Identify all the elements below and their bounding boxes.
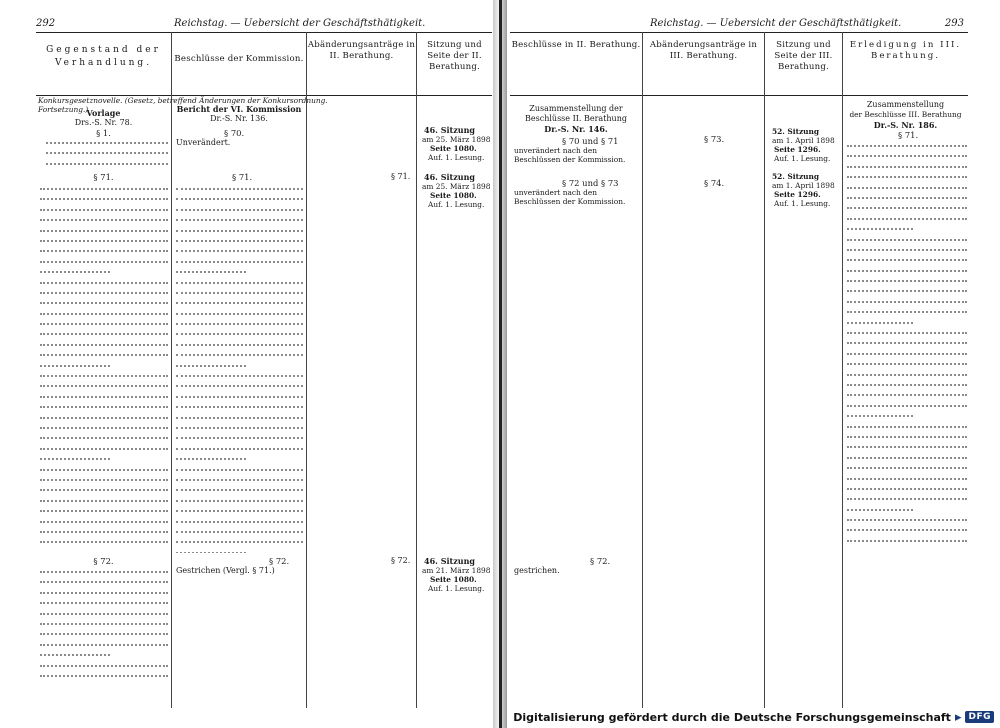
- illegible-text-line: [847, 483, 967, 490]
- sitzung-b-note: Auf. 1. Lesung.: [774, 199, 831, 208]
- illegible-text-line: [40, 287, 168, 294]
- vorlage-ref: Drs.-S. Nr. 78.: [74, 118, 133, 127]
- column-header-sitzung: Sitzung und Seite der II. Berathung.: [427, 40, 482, 72]
- kommission-para-71: § 71.: [232, 172, 253, 182]
- illegible-text-line: [40, 566, 168, 573]
- illegible-text-line: [40, 245, 168, 252]
- gestrichen-label-right: gestrichen.: [514, 566, 560, 575]
- illegible-text-line: [40, 639, 168, 646]
- illegible-text-line: [176, 297, 303, 304]
- header-top-rule: [36, 32, 492, 33]
- illegible-text-line: [176, 464, 303, 471]
- illegible-text-line: [847, 254, 967, 261]
- illegible-text-line: [40, 432, 168, 439]
- erledigung-sub: der Beschlüsse III. Berathung: [849, 110, 962, 119]
- sitzung-2-date: am 25. März 1898: [422, 182, 491, 191]
- illegible-text-line: [40, 495, 168, 502]
- illegible-text-line: [847, 296, 967, 303]
- illegible-text-line: [40, 328, 168, 335]
- sitzung-3-title: 46. Sitzung: [424, 556, 475, 566]
- illegible-text-line: [46, 158, 168, 165]
- illegible-text-line: [40, 597, 168, 604]
- illegible-text-line: [40, 608, 168, 615]
- header-top-rule: [510, 32, 968, 33]
- paragraph-1-text: [46, 137, 168, 172]
- illegible-text-line: [847, 275, 967, 282]
- illegible-text-line: [847, 389, 967, 396]
- illegible-text-line: [176, 474, 303, 481]
- illegible-text-line: [847, 150, 967, 157]
- sitzung-b-seite: Seite 1296.: [774, 190, 821, 199]
- illegible-text-line: [176, 547, 246, 553]
- illegible-text-line: [40, 464, 168, 471]
- sitzung-3-date: am 21. März 1898: [422, 566, 491, 575]
- illegible-text-line: [176, 183, 303, 190]
- header-bottom-rule: [510, 95, 968, 96]
- left-running-head: [36, 18, 492, 32]
- illegible-text-line: [176, 443, 303, 450]
- erledigung-ref: Dr.-S. Nr. 186.: [873, 120, 938, 130]
- illegible-text-line: [847, 524, 967, 531]
- illegible-text-line: [176, 214, 303, 221]
- illegible-text-line: [40, 670, 168, 677]
- illegible-text-line: [40, 412, 168, 419]
- illegible-text-line: [847, 400, 967, 407]
- illegible-text-line: [176, 245, 303, 252]
- amend-para-73: § 73.: [704, 134, 725, 144]
- illegible-text-line: [40, 422, 168, 429]
- illegible-text-line: [46, 147, 168, 154]
- illegible-text-line: [176, 308, 303, 315]
- zusammenstellung-title: Zusammenstellung der Beschlüsse II. Berathung: [525, 104, 627, 124]
- column-header-erledigung: Erledigung in III. Berathung.: [849, 40, 962, 61]
- illegible-text-line: [176, 235, 303, 242]
- illegible-text-line: [40, 235, 168, 242]
- illegible-text-line: [40, 277, 168, 284]
- illegible-text-line: [176, 380, 303, 387]
- illegible-text-line: [40, 453, 110, 460]
- illegible-text-line: [40, 183, 168, 190]
- illegible-text-line: [847, 431, 967, 438]
- illegible-text-line: [176, 266, 246, 273]
- sitzung-a-note: Auf. 1. Lesung.: [774, 154, 831, 163]
- illegible-text-line: [847, 337, 967, 344]
- illegible-text-line: [176, 349, 303, 356]
- right-running-head: [510, 18, 968, 32]
- kommission-para-72: § 72.: [269, 556, 290, 566]
- illegible-text-line: [40, 649, 110, 656]
- illegible-text-line: [847, 317, 913, 324]
- illegible-text-line: [40, 516, 168, 523]
- illegible-text-line: [176, 318, 303, 325]
- illegible-text-line: [40, 576, 168, 583]
- illegible-text-line: [847, 244, 967, 251]
- illegible-text-line: [40, 526, 168, 533]
- right-running-head-text: Reichstag. — Uebersicht der Geschäftsthätigkeit.: [650, 18, 902, 29]
- dfg-arrow-icon: ▸: [954, 709, 962, 725]
- right-page: [510, 0, 968, 712]
- illegible-text-line: [847, 182, 967, 189]
- illegible-text-line: [176, 328, 303, 335]
- sitzung-2-seite: Seite 1080.: [430, 191, 477, 200]
- beschluss-para-72b: § 72.: [590, 556, 611, 566]
- illegible-text-line: [847, 171, 967, 178]
- illegible-text-line: [847, 265, 967, 272]
- column-divider: [764, 32, 765, 708]
- illegible-text-line: [176, 536, 303, 543]
- sitzung-3-note: Auf. 1. Lesung.: [428, 584, 485, 593]
- gutter-fold: [499, 0, 502, 728]
- illegible-text-line: [40, 360, 110, 367]
- illegible-text-line: [176, 204, 303, 211]
- illegible-text-line: [176, 422, 303, 429]
- illegible-text-line: [847, 327, 967, 334]
- illegible-text-line: [847, 410, 913, 417]
- illegible-text-line: [847, 504, 913, 511]
- sitzung-1-seite: Seite 1080.: [430, 144, 477, 153]
- left-page-number: 292: [36, 18, 56, 29]
- illegible-text-line: [847, 379, 967, 386]
- illegible-text-line: [847, 223, 913, 230]
- sitzung-1-note: Auf. 1. Lesung.: [428, 153, 485, 162]
- sitzung-b-date: am 1. April 1898: [772, 181, 835, 190]
- sitzung-1-date: am 25. März 1898: [422, 135, 491, 144]
- illegible-text-line: [176, 495, 303, 502]
- erledigung-body-text: [847, 140, 967, 545]
- illegible-text-line: [847, 348, 967, 355]
- dfg-logo: DFG: [965, 711, 994, 723]
- illegible-text-line: [40, 505, 168, 512]
- erledigung-title: Zusammenstellung: [866, 100, 945, 109]
- illegible-text-line: [176, 516, 303, 523]
- illegible-text-line: [40, 587, 168, 594]
- kommission-para-70: § 70.: [224, 128, 245, 138]
- vorlage-title: Vorlage: [86, 108, 121, 118]
- illegible-text-line: [847, 285, 967, 292]
- illegible-text-line: [847, 161, 967, 168]
- kommission-body-text: [176, 183, 303, 553]
- illegible-text-line: [176, 484, 303, 491]
- illegible-text-line: [46, 137, 168, 144]
- illegible-text-line: [176, 360, 246, 367]
- column-header-kommission: Beschlüsse der Kommission.: [174, 54, 304, 64]
- illegible-text-line: [176, 193, 303, 200]
- illegible-text-line: [176, 412, 303, 419]
- column-header-gegenstand: Gegenstand der Verhandlung.: [46, 45, 161, 68]
- illegible-text-line: [847, 234, 967, 241]
- illegible-text-line: [176, 391, 303, 398]
- column-header-sitzung-iii: Sitzung und Seite der III. Berathung.: [774, 40, 833, 72]
- paragraph-72-text: [40, 566, 168, 678]
- column-divider: [416, 32, 417, 708]
- illegible-text-line: [40, 193, 168, 200]
- illegible-text-line: [176, 432, 303, 439]
- bericht-ref: Dr.-S. Nr. 136.: [210, 114, 268, 123]
- left-running-head-text: Reichstag. — Uebersicht der Geschäftsthätigkeit.: [174, 18, 426, 29]
- column-divider: [171, 32, 172, 708]
- beschluss-para-72: § 72 und § 73: [562, 178, 619, 188]
- sitzung-a-title: 52. Sitzung: [772, 127, 820, 136]
- illegible-text-line: [40, 536, 168, 543]
- illegible-text-line: [40, 628, 168, 635]
- illegible-text-line: [40, 297, 168, 304]
- amend-para-72: § 72.: [391, 556, 411, 565]
- sitzung-3-seite: Seite 1080.: [430, 575, 477, 584]
- amend-para-71: § 71.: [391, 172, 411, 181]
- illegible-text-line: [176, 225, 303, 232]
- sitzung-a-seite: Seite 1296.: [774, 145, 821, 154]
- column-divider: [642, 32, 643, 708]
- vorlage-body-text: [40, 183, 168, 549]
- left-page: [36, 0, 492, 712]
- illegible-text-line: [847, 535, 967, 542]
- column-header-abanderung: Abänderungsanträge in II. Berathung.: [307, 40, 416, 61]
- illegible-text-line: [847, 369, 967, 376]
- illegible-text-line: [847, 462, 967, 469]
- sitzung-a-date: am 1. April 1898: [772, 136, 835, 145]
- beschluss-note-2: unverändert nach den Beschlüssen der Kommission.: [514, 188, 626, 206]
- illegible-text-line: [847, 192, 967, 199]
- illegible-text-line: [847, 140, 967, 147]
- illegible-text-line: [176, 256, 303, 263]
- amend-para-74: § 74.: [704, 178, 725, 188]
- unverandert-label: Unverändert.: [176, 138, 231, 147]
- illegible-text-line: [40, 266, 110, 273]
- illegible-text-line: [40, 214, 168, 221]
- illegible-text-line: [847, 421, 967, 428]
- footer-text: Digitalisierung gefördert durch die Deutsche Forschungsgemeinschaft: [513, 710, 951, 724]
- column-header-beschlusse: Beschlüsse in II. Berathung.: [511, 40, 641, 50]
- column-divider: [842, 32, 843, 708]
- illegible-text-line: [40, 547, 110, 549]
- illegible-text-line: [40, 204, 168, 211]
- illegible-text-line: [40, 370, 168, 377]
- illegible-text-line: [40, 225, 168, 232]
- illegible-text-line: [40, 339, 168, 346]
- illegible-text-line: [40, 380, 168, 387]
- gestrichen-label: Gestrichen (Vergl. § 71.): [176, 566, 275, 575]
- illegible-text-line: [847, 473, 967, 480]
- illegible-text-line: [176, 453, 246, 460]
- footer-credit: [513, 710, 994, 724]
- paragraph-71: § 71.: [93, 172, 114, 182]
- illegible-text-line: [40, 401, 168, 408]
- illegible-text-line: [40, 256, 168, 263]
- beschluss-note-1: unverändert nach den Beschlüssen der Kommission.: [514, 146, 626, 164]
- illegible-text-line: [40, 618, 168, 625]
- illegible-text-line: [847, 358, 967, 365]
- right-page-number: 293: [944, 18, 964, 29]
- beschluss-para-70: § 70 und § 71: [562, 136, 619, 146]
- illegible-text-line: [847, 441, 967, 448]
- illegible-text-line: [40, 349, 168, 356]
- illegible-text-line: [176, 505, 303, 512]
- illegible-text-line: [40, 660, 168, 667]
- illegible-text-line: [176, 287, 303, 294]
- illegible-text-line: [176, 277, 303, 284]
- illegible-text-line: [176, 526, 303, 533]
- sitzung-2-title: 46. Sitzung: [424, 172, 475, 182]
- bericht-title: Bericht der VI. Kommission: [176, 104, 302, 114]
- column-divider: [306, 32, 307, 708]
- illegible-text-line: [847, 306, 967, 313]
- illegible-text-line: [847, 202, 967, 209]
- sitzung-1-title: 46. Sitzung: [424, 125, 475, 135]
- illegible-text-line: [40, 443, 168, 450]
- illegible-text-line: [40, 308, 168, 315]
- sitzung-2-note: Auf. 1. Lesung.: [428, 200, 485, 209]
- illegible-text-line: [40, 474, 168, 481]
- section-banner: Konkursgesetznovelle. (Gesetz, betreffend Änderungen der Konkursordnung. Fortsetzung.): [38, 96, 328, 114]
- illegible-text-line: [847, 493, 967, 500]
- illegible-text-line: [176, 339, 303, 346]
- illegible-text-line: [40, 484, 168, 491]
- illegible-text-line: [40, 318, 168, 325]
- zusammenstellung-ref: Dr.-S. Nr. 146.: [544, 124, 608, 134]
- paragraph-72: § 72.: [93, 556, 114, 566]
- illegible-text-line: [176, 401, 303, 408]
- illegible-text-line: [847, 213, 967, 220]
- illegible-text-line: [847, 514, 967, 521]
- sitzung-b-title: 52. Sitzung: [772, 172, 820, 181]
- paragraph-1: § 1.: [96, 128, 111, 138]
- illegible-text-line: [40, 391, 168, 398]
- column-header-abanderung-iii: Abänderungsanträge in III. Berathung.: [649, 40, 758, 61]
- illegible-text-line: [176, 370, 303, 377]
- illegible-text-line: [847, 452, 967, 459]
- erledigung-para-71: § 71.: [898, 130, 919, 140]
